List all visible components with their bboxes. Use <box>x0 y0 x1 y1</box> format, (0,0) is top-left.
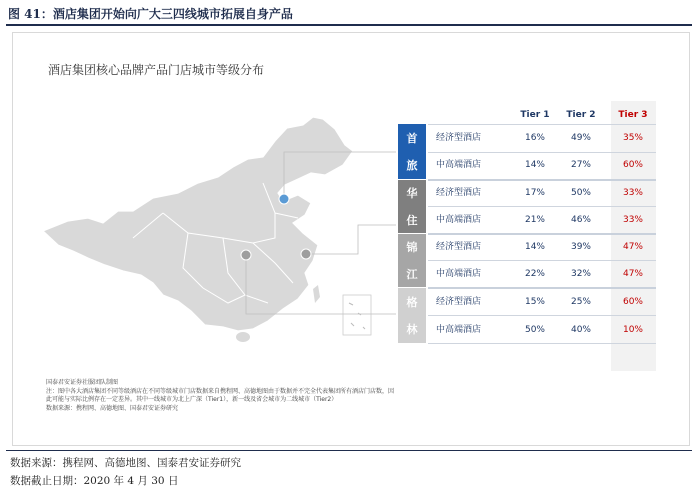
cell-tier3: 35% <box>622 133 643 143</box>
taiwan-island <box>313 285 320 303</box>
cell-tier2: 25% <box>570 297 591 307</box>
cell-tier3: 60% <box>622 160 643 170</box>
brand-char: 旅 <box>406 159 418 173</box>
row-separator <box>428 343 656 344</box>
figure-title: 图 41：酒店集团开始向广大三四线城市拓展自身产品 <box>8 7 293 21</box>
brand-char: 住 <box>406 213 418 227</box>
brand-jinjiang <box>398 234 426 287</box>
brand-char: 江 <box>406 267 418 281</box>
brand-shoulv <box>398 124 426 179</box>
row-label: 中高端酒店 <box>436 215 482 225</box>
row-separator <box>428 206 656 207</box>
top-rule <box>6 24 692 26</box>
brand-gelin <box>398 288 426 343</box>
cell-tier2: 46% <box>570 215 591 225</box>
row-label: 中高端酒店 <box>436 269 482 279</box>
row-label: 经济型酒店 <box>436 133 482 143</box>
panel-title: 酒店集团核心品牌产品门店城市等级分布 <box>48 63 265 77</box>
bottom-rule <box>6 450 692 451</box>
cell-tier1: 14% <box>524 242 545 252</box>
cell-tier1: 50% <box>524 325 545 335</box>
beijing-marker <box>279 194 289 204</box>
note-line: 国泰君安证券社服团队制图 <box>46 379 119 386</box>
figure-panel <box>12 32 690 446</box>
china-mainland-shape <box>43 117 353 331</box>
brand-huazhu <box>398 180 426 233</box>
row-label: 经济型酒店 <box>436 188 482 198</box>
sichuan-marker <box>241 250 251 260</box>
cell-tier1: 16% <box>524 133 545 143</box>
row-separator <box>428 260 656 261</box>
cell-tier1: 17% <box>524 188 545 198</box>
group-separator <box>428 287 656 289</box>
row-separator <box>428 315 656 316</box>
cell-tier1: 15% <box>524 297 545 307</box>
note-line: 此可能与实际比例存在一定差异。其中一线城市为北上广深（Tier1），新一线及省会城市为二线城市（Tier2） <box>46 396 338 403</box>
date-line: 数据截止日期：2020 年 4 月 30 日 <box>10 475 179 487</box>
cell-tier2: 27% <box>570 160 591 170</box>
figure-notes <box>46 379 486 413</box>
row-label: 中高端酒店 <box>436 160 482 170</box>
cell-tier3: 60% <box>622 297 643 307</box>
cell-tier2: 50% <box>570 188 591 198</box>
brand-char: 华 <box>406 187 418 201</box>
cell-tier2: 40% <box>570 325 591 335</box>
brand-char: 锦 <box>406 241 418 255</box>
cell-tier1: 14% <box>524 160 545 170</box>
note-line: 数据来源：携程网、高德地图、国泰君安证券研究 <box>46 404 179 412</box>
cell-tier3: 47% <box>622 242 643 252</box>
cell-tier3: 10% <box>622 325 643 335</box>
row-separator <box>428 124 656 125</box>
row-label: 经济型酒店 <box>436 242 482 252</box>
cell-tier2: 39% <box>570 242 591 252</box>
cell-tier3: 33% <box>622 188 643 198</box>
cell-tier2: 32% <box>570 269 591 279</box>
hainan-island <box>236 332 250 342</box>
tier3-header: Tier 3 <box>618 110 648 120</box>
cell-tier1: 22% <box>524 269 545 279</box>
tier2-header: Tier 2 <box>566 110 596 120</box>
note-line: 注：图中各大酒店集团不同等级酒店在不同等级城市门店数据来自携程网、高德地图由于数据并不完全代表集团所有酒店门店数，因 <box>46 387 395 395</box>
row-separator <box>428 152 656 153</box>
source-line: 数据来源：携程网、高德地图、国泰君安证券研究 <box>10 457 241 469</box>
shanghai-marker <box>301 249 311 259</box>
south-sea-inset <box>343 295 371 335</box>
cell-tier3: 33% <box>622 215 643 225</box>
row-label: 经济型酒店 <box>436 297 482 307</box>
cell-tier3: 47% <box>622 269 643 279</box>
group-separator <box>428 233 656 235</box>
brand-char: 格 <box>406 295 418 309</box>
cell-tier1: 21% <box>524 215 545 225</box>
group-separator <box>428 179 656 181</box>
cell-tier2: 49% <box>570 133 591 143</box>
brand-char: 林 <box>406 323 418 337</box>
tier1-header: Tier 1 <box>520 110 550 120</box>
south-sea-islands <box>349 303 365 329</box>
row-label: 中高端酒店 <box>436 325 482 335</box>
brand-char: 首 <box>406 131 418 145</box>
